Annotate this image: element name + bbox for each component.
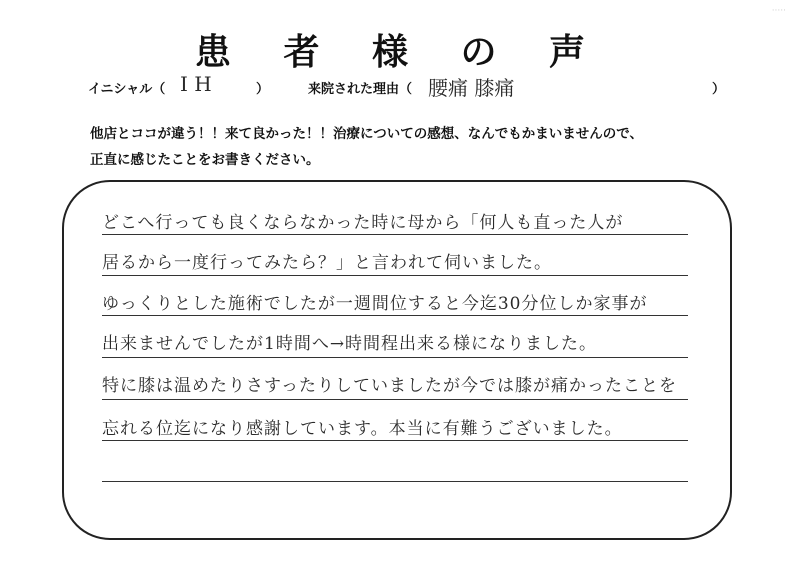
- instruction-line-2: 正直に感じたことをお書きください。: [90, 152, 320, 168]
- ruled-line-1: [102, 234, 688, 235]
- initial-value: I H: [180, 72, 212, 96]
- form-title: 患 者 様 の 声: [194, 32, 606, 73]
- handwritten-line-6: 忘れる位迄になり感謝しています。本当に有難うございました。: [102, 419, 623, 439]
- reason-label: 来院された理由（: [308, 82, 413, 97]
- initial-label: イニシャル（: [88, 82, 166, 97]
- reason-value: 腰痛 膝痛: [428, 76, 515, 100]
- handwritten-line-2: 居るから一度行ってみたら？」と言われて伺いました。: [102, 253, 552, 273]
- handwritten-line-1: どこへ行っても良くならなかった時に母から「何人も直った人が: [102, 213, 624, 233]
- ruled-line-7: [102, 481, 688, 482]
- ruled-line-5: [102, 399, 688, 400]
- ruled-line-6: [102, 440, 688, 441]
- handwritten-line-5: 特に膝は温めたりさすったりしていましたが今では膝が痛かったことを: [102, 376, 677, 396]
- initial-close-paren: ）: [256, 82, 270, 97]
- reason-close-paren: ）: [712, 82, 726, 97]
- ruled-line-3: [102, 315, 688, 316]
- handwritten-line-4: 出来ませんでしたが1時間へ→時間程出来る様になりました。: [102, 334, 598, 354]
- handwritten-line-3: ゆっくりとした施術でしたが一週間位すると今迄30分位しか家事が: [102, 294, 648, 314]
- ruled-line-2: [102, 275, 688, 276]
- ruled-line-4: [102, 357, 688, 358]
- faint-corner-mark: ·····: [771, 6, 786, 16]
- instruction-line-1: 他店とココが違う！！来て良かった！！治療についての感想、なんでもかまいませんので、: [90, 126, 643, 142]
